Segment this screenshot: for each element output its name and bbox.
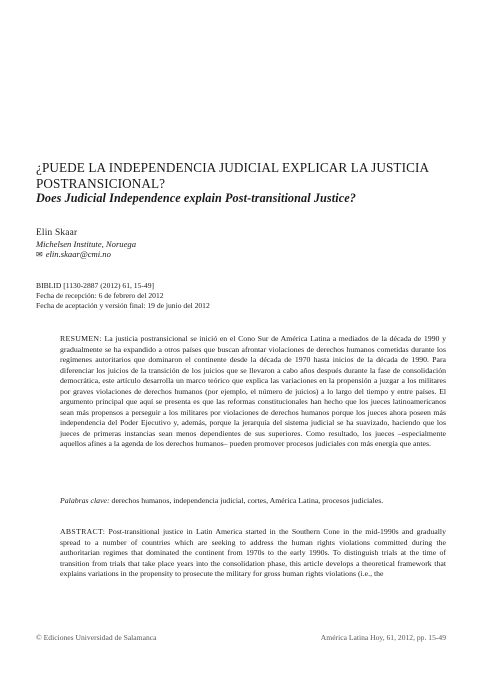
publication-meta	[36, 281, 336, 310]
abstract-english	[60, 527, 446, 621]
title-english: Does Judicial Independence explain Post-transitional Justice?	[36, 191, 356, 205]
abstract-english-label: ABSTRACT:	[60, 527, 106, 536]
article-title	[36, 160, 446, 207]
keywords	[60, 496, 446, 507]
author-name: Elin Skaar	[36, 228, 78, 238]
keywords-text: derechos humanos, independencia judicial, cortes, América Latina, procesos judiciales.	[109, 496, 384, 505]
author-block	[36, 228, 336, 261]
footer-citation: América Latina Hoy, 61, 2012, pp. 15-49	[320, 633, 446, 642]
abstract-spanish-text: La justicia postransicional se inició en el Cono Sur de América Latina a mediados de la década de 1990 y gradualmente se ha expandido a otros países que buscan afrontar violaciones de derechos humanos cometidas durante los regímenes autoritarios que dominaron el continente desde la década de 1970 hasta inicios de la década de 1990. Para diferenciar los juicios de la transición de los juicios que se llevaron a cabo años después durante la fase de consolidación democrática, este artículo desarrolla un marco teórico que explica las variaciones en la propensión a juzgar a los militares por graves violaciones de derechos humanos (por ejemplo, el número de juicios) a lo largo del tiempo y entre países. El argumento principal que aquí se presenta es que las reformas constitucionales han hecho que los jueces latinoamericanos sean más propensos a perseguir a los militares por violaciones de derechos humanos porque los jueces ahora poseen más independencia del Poder Ejecutivo y, además, porque la jerarquía del sistema judicial se ha suavizado, haciendo que los jueces de primeras instancias sean menos dependientes de sus superiores. Como resultado, los jueces –especialmente aquellos afines a la agenda de los derechos humanos– pueden promover procesos judiciales con más energía que antes.	[60, 334, 446, 449]
author-email[interactable]: elin.skaar@cmi.no	[45, 249, 111, 260]
abstract-spanish	[60, 334, 446, 450]
footer-publisher: © Ediciones Universidad de Salamanca	[36, 633, 157, 642]
title-spanish: ¿PUEDE LA INDEPENDENCIA JUDICIAL EXPLICAR LA JUSTICIA POSTRANSICIONAL?	[36, 160, 429, 191]
author-institution: Michelsen Institute, Noruega	[36, 238, 137, 249]
biblid-line: BIBLID [1130-2887 (2012) 61, 15-49]	[36, 281, 155, 290]
abstract-spanish-label: RESUMEN:	[60, 334, 102, 343]
accepted-date: Fecha de aceptación y versión final: 19 de junio del 2012	[36, 300, 210, 310]
envelope-icon: ✉	[36, 250, 43, 260]
keywords-label: Palabras clave:	[60, 496, 110, 505]
author-email-line	[36, 249, 336, 261]
received-date: Fecha de recepción: 6 de febrero del 2012	[36, 290, 164, 300]
abstract-english-text: Post-transitional justice in Latin America started in the Southern Cone in the mid-1990s and gradually spread to a number of countries which are seeking to address the human rights violations committed during the authoritarian regimes that dominated the continent from 1970s to the early 1990s. To distinguish trials at the time of transition from trials that take place years into the consolidation phase, this article develops a theoretical framework that explains variations in the propensity to prosecute the military for gross human rights violations (i.e., the	[60, 527, 446, 579]
